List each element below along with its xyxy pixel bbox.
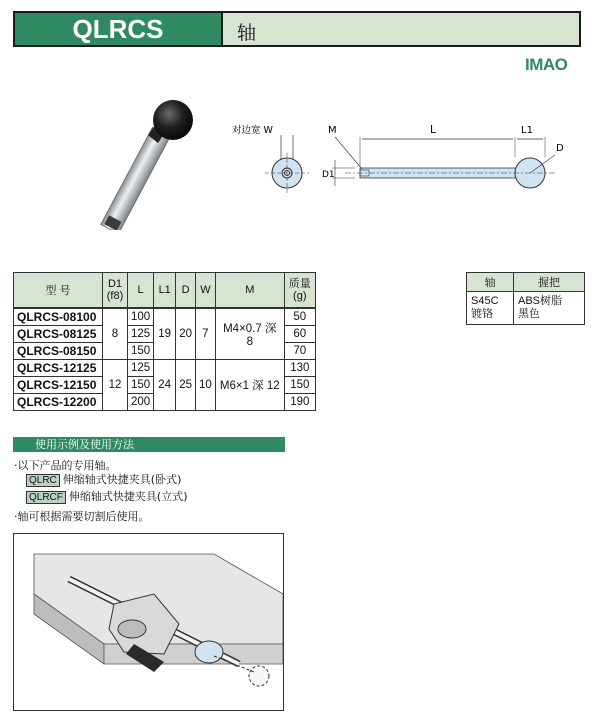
header-mass: 质量 (g) [284,273,315,309]
shaft-material: S45C 镀铬 [467,292,514,325]
table-row: QLRCS-08100 8 100 19 20 7 M4×0.7 深 8 50 [14,308,316,326]
d1-label: D1 [322,170,335,180]
header-d: D [176,273,196,309]
header-grip: 握把 [514,273,585,292]
product-category: 轴 [237,22,257,44]
header-d1: D1 (f8) [103,273,128,309]
table-row: QLRCS-08125 125 60 [14,326,316,343]
product-code: QLRCS [15,13,223,45]
product-photo [30,95,200,230]
m-label: M [328,125,337,136]
l-label: L [430,124,436,136]
table-row: QLRCS-08150 150 70 [14,343,316,360]
brand-logo: IMAO [525,55,568,74]
usage-item-qlrcf: QLRCF 伸缩轴式快捷夹具(立式) [26,488,188,504]
usage-line-2: ·轴可根据需要切割后使用。 [14,510,150,523]
usage-heading: 使用示例及使用方法 [13,437,285,452]
spec-table [13,272,316,411]
table-row: QLRCS-12200 200 190 [14,394,316,411]
table-row: QLRCS-12150 150 150 [14,377,316,394]
header-w: W [195,273,215,309]
title-bar [13,11,581,47]
dimension-drawing [225,115,565,210]
tag-qlrc: QLRC [26,474,60,487]
l1-label: L1 [521,125,533,136]
header-shaft: 轴 [467,273,514,292]
header-l1: L1 [154,273,176,309]
usage-line-1: ·以下产品的专用轴。 [14,459,117,472]
w-label: 对边宽 W [232,125,273,136]
header-m: M [215,273,284,309]
usage-illustration [13,533,284,711]
material-table [466,272,585,325]
d-label: D [556,143,564,154]
usage-item-qlrc: QLRC 伸缩轴式快捷夹具(卧式) [26,471,181,487]
header-l: L [128,273,154,309]
grip-material: ABS树脂 黑色 [514,292,585,325]
tag-qlrcf: QLRCF [26,491,66,504]
table-row: QLRCS-12125 12 125 24 25 10 M6×1 深 12 130 [14,360,316,377]
header-model: 型 号 [14,273,103,309]
